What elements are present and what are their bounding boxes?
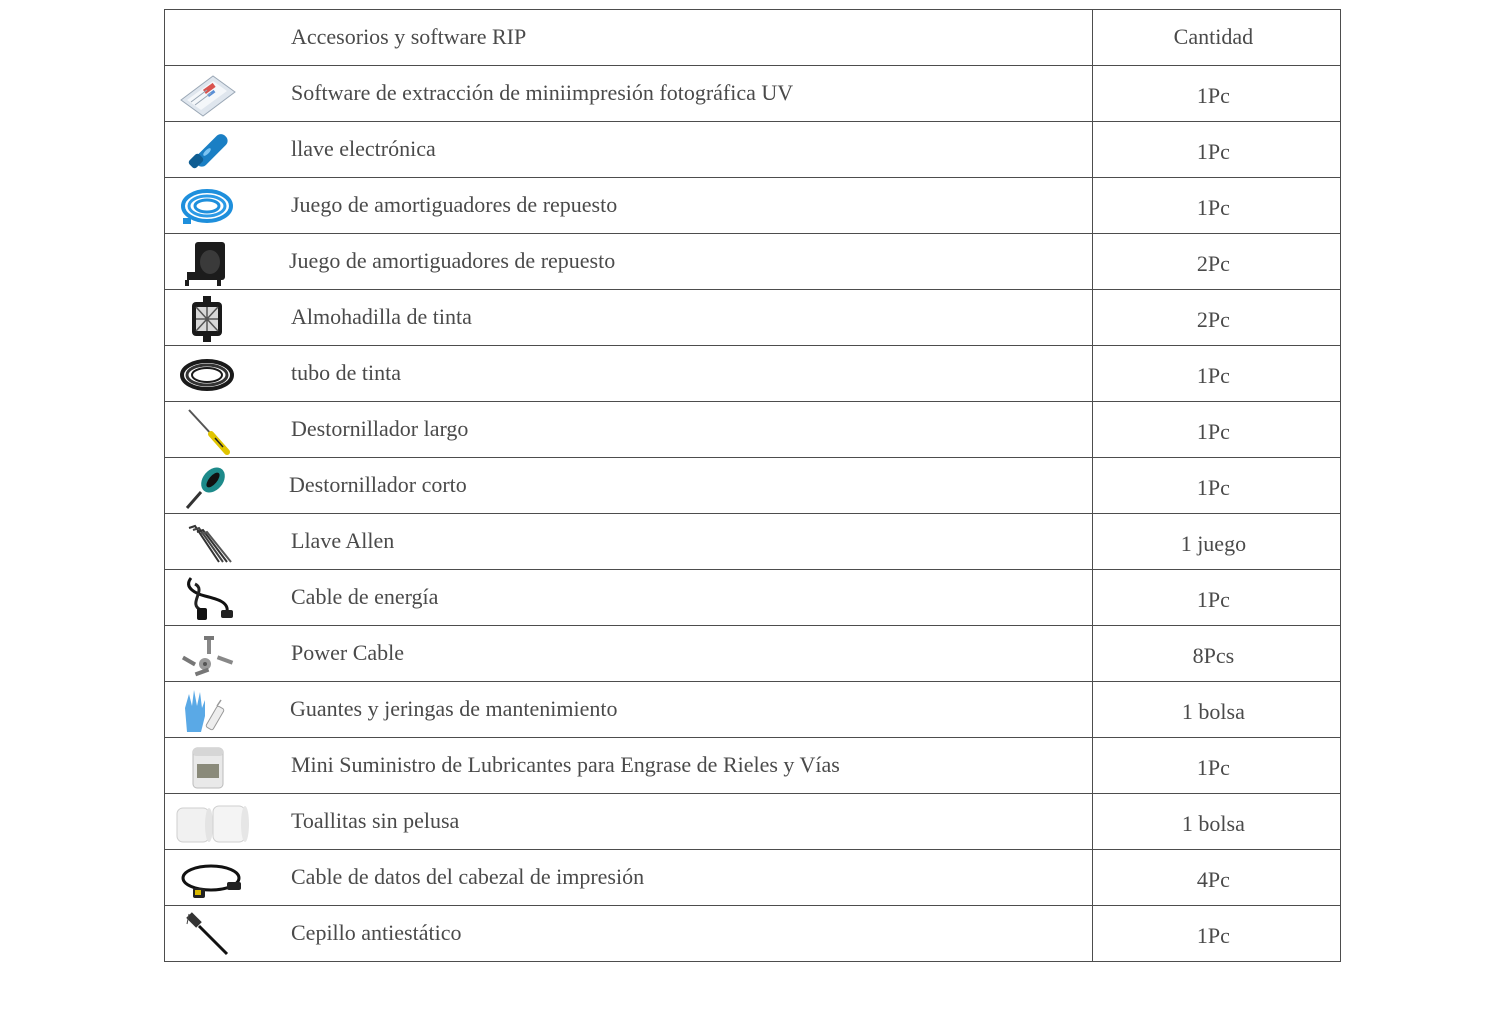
table-row [165, 122, 1341, 178]
screws-icon [177, 630, 237, 680]
table-row [165, 66, 1341, 122]
long-screwdriver-icon [177, 406, 237, 456]
item-quantity: 1 juego [1180, 530, 1247, 556]
item-quantity: 1Pc [1196, 82, 1230, 108]
item-quantity: 1Pc [1196, 138, 1230, 164]
item-label: Guantes y jeringas de mantenimiento [290, 695, 618, 721]
item-label: Software de extracción de miniimpresión fotográfica UV [291, 79, 794, 105]
item-quantity: 2Pc [1196, 306, 1230, 332]
table-row [165, 514, 1341, 570]
item-label: llave electrónica [291, 135, 436, 161]
header-quantity-cell [1092, 10, 1340, 66]
table-row [165, 346, 1341, 402]
item-quantity: 1Pc [1196, 922, 1230, 948]
table-row [165, 290, 1341, 346]
item-quantity: 1Pc [1196, 418, 1230, 444]
item-label: Cable de datos del cabezal de impresión [291, 863, 645, 889]
item-quantity: 8Pcs [1192, 642, 1235, 668]
ink-tube-icon [177, 350, 237, 400]
table-row [165, 738, 1341, 794]
item-quantity: 1Pc [1196, 362, 1230, 388]
item-label: Llave Allen [291, 527, 395, 553]
item-label: Cepillo antiestático [291, 919, 462, 945]
item-quantity: 2Pc [1196, 250, 1230, 276]
item-quantity: 1Pc [1196, 586, 1230, 612]
item-quantity: 1Pc [1196, 194, 1230, 220]
item-label: Cable de energía [291, 583, 439, 609]
table-row [165, 234, 1341, 290]
item-quantity: 1 bolsa [1181, 810, 1245, 836]
item-label: Power Cable [291, 639, 405, 665]
item-quantity: 1Pc [1196, 754, 1230, 780]
ink-damper-icon [177, 238, 237, 288]
table-header-row [165, 10, 1341, 66]
item-label: Almohadilla de tinta [291, 303, 472, 329]
lubricant-jar-icon [177, 742, 237, 792]
power-cord-icon [177, 574, 237, 624]
item-label: Toallitas sin pelusa [291, 807, 460, 833]
gloves-syringe-icon [177, 686, 237, 736]
table-row [165, 570, 1341, 626]
header-item-label: Accesorios y software RIP [291, 23, 527, 49]
wipe-rolls-icon [173, 798, 249, 848]
item-quantity: 1 bolsa [1181, 698, 1245, 724]
item-quantity: 4Pc [1196, 866, 1230, 892]
allen-key-icon [177, 518, 237, 568]
table-row [165, 402, 1341, 458]
antistatic-brush-icon [177, 910, 237, 960]
item-label: Juego de amortiguadores de repuesto [291, 191, 618, 217]
table-row [165, 794, 1341, 850]
table-row [165, 458, 1341, 514]
capping-pad-icon [177, 294, 237, 344]
accessories-table [164, 9, 1341, 962]
header-quantity-label: Cantidad [1173, 23, 1254, 49]
table-row [165, 178, 1341, 234]
table-row [165, 626, 1341, 682]
header-item-cell [165, 10, 1093, 66]
table-row [165, 682, 1341, 738]
item-label: Destornillador largo [291, 415, 469, 441]
network-cable-icon [177, 182, 237, 232]
data-cable-icon [177, 854, 247, 904]
software-package-icon [177, 70, 237, 120]
item-label: Destornillador corto [289, 471, 467, 497]
short-screwdriver-icon [177, 462, 237, 512]
table-row [165, 906, 1341, 962]
usb-dongle-icon [177, 126, 237, 176]
item-quantity: 1Pc [1196, 474, 1230, 500]
item-label: Juego de amortiguadores de repuesto [289, 247, 616, 273]
item-label: Mini Suministro de Lubricantes para Engrase de Rieles y Vías [291, 751, 840, 777]
item-label: tubo de tinta [291, 359, 401, 385]
table-row [165, 850, 1341, 906]
